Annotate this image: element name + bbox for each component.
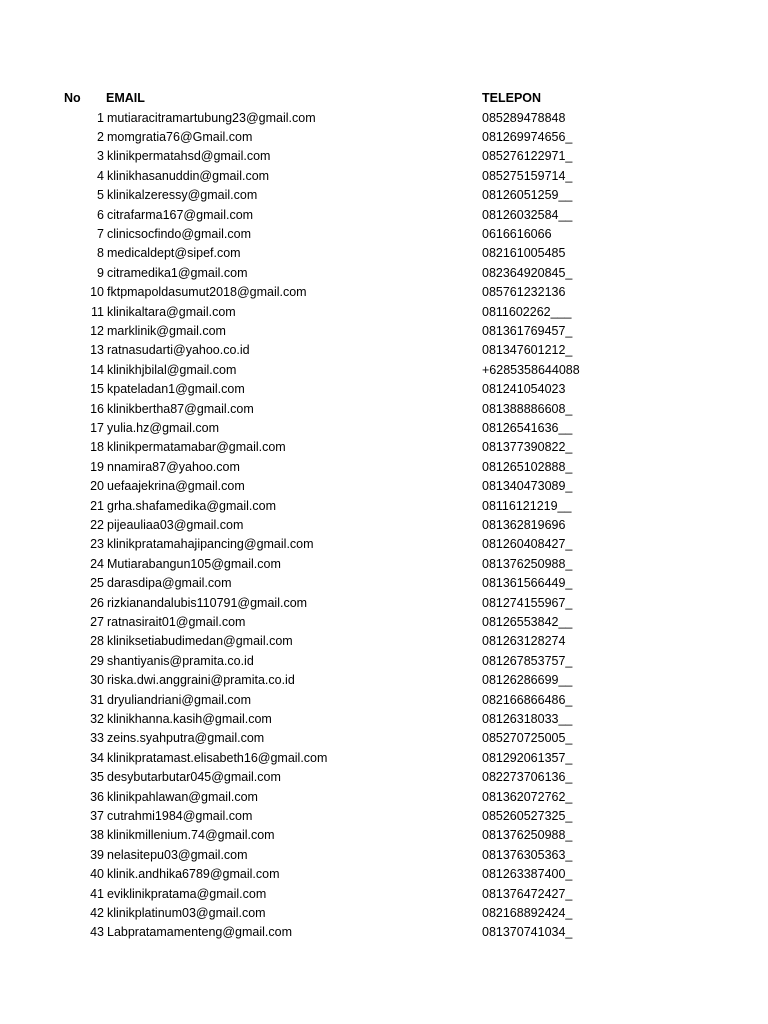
- email-cell: klinikmillenium.74@gmail.com: [107, 828, 275, 843]
- row-number: 8: [97, 246, 104, 261]
- email-cell: Mutiarabangun105@gmail.com: [107, 556, 281, 571]
- row-number: 16: [90, 401, 104, 416]
- table-row: [0, 361, 768, 380]
- telepon-cell: 081388886608_: [482, 401, 573, 416]
- row-number: 5: [97, 188, 104, 203]
- email-cell: riska.dwi.anggraini@pramita.co.id: [107, 673, 295, 688]
- email-cell: kliniksetiabudimedan@gmail.com: [107, 634, 293, 649]
- table-row: [0, 710, 768, 729]
- telepon-cell: 081260408427_: [482, 537, 573, 552]
- table-row: [0, 613, 768, 632]
- email-cell: klinikaltara@gmail.com: [107, 304, 236, 319]
- table-row: [0, 574, 768, 593]
- row-number: 10: [90, 285, 104, 300]
- row-number: 18: [90, 440, 104, 455]
- table-row: [0, 264, 768, 283]
- table-row: [0, 846, 768, 865]
- email-cell: yulia.hz@gmail.com: [107, 420, 220, 435]
- table-header-row: [0, 89, 768, 108]
- table-row: [0, 341, 768, 360]
- row-number: 41: [90, 886, 104, 901]
- telepon-cell: +6285358644088: [482, 362, 580, 377]
- table-row: [0, 147, 768, 166]
- telepon-cell: 081347601212_: [482, 343, 573, 358]
- row-number: 17: [90, 420, 104, 435]
- telepon-cell: 081241054023: [482, 382, 566, 397]
- telepon-cell: 085289478848: [482, 110, 566, 125]
- telepon-cell: 081340473089_: [482, 479, 573, 494]
- email-cell: klinik.andhika6789@gmail.com: [107, 867, 280, 882]
- table-row: [0, 768, 768, 787]
- table-row: [0, 594, 768, 613]
- telepon-cell: 081362819696: [482, 517, 566, 532]
- row-number: 12: [90, 323, 104, 338]
- email-cell: nnamira87@yahoo.com: [107, 459, 240, 474]
- email-cell: klinikpratamast.elisabeth16@gmail.com: [107, 750, 328, 765]
- row-number: 19: [90, 459, 104, 474]
- table-row: [0, 671, 768, 690]
- email-cell: cutrahmi1984@gmail.com: [107, 808, 253, 823]
- telepon-cell: 081376250988_: [482, 828, 573, 843]
- email-cell: klinikhasanuddin@gmail.com: [107, 168, 270, 183]
- telepon-cell: 081362072762_: [482, 789, 573, 804]
- row-number: 25: [90, 576, 104, 591]
- telepon-cell: 081376305363_: [482, 847, 573, 862]
- telepon-cell: 081263387400_: [482, 867, 573, 882]
- email-cell: klinikpratamahajipancing@gmail.com: [107, 537, 314, 552]
- email-cell: eviklinikpratama@gmail.com: [107, 886, 267, 901]
- telepon-cell: 08126541636__: [482, 420, 573, 435]
- table-row: [0, 923, 768, 942]
- table-row: [0, 167, 768, 186]
- table-row: [0, 458, 768, 477]
- telepon-cell: 081370741034_: [482, 925, 573, 940]
- table-row: [0, 303, 768, 322]
- row-number: 14: [90, 362, 104, 377]
- row-number: 3: [97, 149, 104, 164]
- table-row: [0, 283, 768, 302]
- row-number: 22: [90, 517, 104, 532]
- telepon-cell: 08126553842__: [482, 614, 573, 629]
- row-number: 37: [90, 808, 104, 823]
- telepon-cell: 082168892424_: [482, 905, 573, 920]
- email-cell: klinikpahlawan@gmail.com: [107, 789, 258, 804]
- header-telepon: TELEPON: [482, 91, 542, 105]
- table-row: [0, 109, 768, 128]
- email-cell: mutiaracitramartubung23@gmail.com: [107, 110, 316, 125]
- row-number: 34: [90, 750, 104, 765]
- row-number: 21: [90, 498, 104, 513]
- row-number: 23: [90, 537, 104, 552]
- email-cell: dryuliandriani@gmail.com: [107, 692, 251, 707]
- row-number: 20: [90, 479, 104, 494]
- email-cell: rizkianandalubis110791@gmail.com: [107, 595, 308, 610]
- row-number: 33: [90, 731, 104, 746]
- email-cell: medicaldept@sipef.com: [107, 246, 241, 261]
- telepon-cell: 081292061357_: [482, 750, 573, 765]
- table-row: [0, 477, 768, 496]
- telepon-cell: 085260527325_: [482, 808, 573, 823]
- telepon-cell: 081274155967_: [482, 595, 573, 610]
- email-cell: shantiyanis@pramita.co.id: [107, 653, 254, 668]
- telepon-cell: 085270725005_: [482, 731, 573, 746]
- table-row: [0, 691, 768, 710]
- row-number: 36: [90, 789, 104, 804]
- email-cell: Labpratamamenteng@gmail.com: [107, 925, 293, 940]
- table-row: [0, 497, 768, 516]
- email-cell: klinikalzeressy@gmail.com: [107, 188, 258, 203]
- email-cell: klinikpermatamabar@gmail.com: [107, 440, 286, 455]
- telepon-cell: 082364920845_: [482, 265, 573, 280]
- row-number: 31: [90, 692, 104, 707]
- telepon-cell: 081376250988_: [482, 556, 573, 571]
- telepon-cell: 08126051259__: [482, 188, 573, 203]
- email-cell: nelasitepu03@gmail.com: [107, 847, 248, 862]
- table-row: [0, 380, 768, 399]
- row-number: 24: [90, 556, 104, 571]
- row-number: 7: [97, 226, 104, 241]
- row-number: 2: [97, 129, 104, 144]
- table-row: [0, 826, 768, 845]
- telepon-cell: 08126032584__: [482, 207, 573, 222]
- email-cell: klinikhanna.kasih@gmail.com: [107, 711, 272, 726]
- telepon-cell: 082273706136_: [482, 770, 573, 785]
- email-cell: momgratia76@Gmail.com: [107, 129, 253, 144]
- telepon-cell: 082161005485: [482, 246, 566, 261]
- table-row: [0, 749, 768, 768]
- email-cell: pijeauliaa03@gmail.com: [107, 517, 244, 532]
- telepon-cell: 0616616066: [482, 226, 552, 241]
- telepon-cell: 08126318033__: [482, 711, 573, 726]
- table-row: [0, 788, 768, 807]
- table-row: [0, 128, 768, 147]
- row-number: 29: [90, 653, 104, 668]
- row-number: 40: [90, 867, 104, 882]
- table-row: [0, 244, 768, 263]
- email-cell: grha.shafamedika@gmail.com: [107, 498, 277, 513]
- row-number: 26: [90, 595, 104, 610]
- email-cell: klinikhjbilal@gmail.com: [107, 362, 237, 377]
- row-number: 42: [90, 905, 104, 920]
- table-row: [0, 206, 768, 225]
- table-row: [0, 885, 768, 904]
- table-row: [0, 419, 768, 438]
- telepon-cell: 085275159714_: [482, 168, 573, 183]
- table-row: [0, 632, 768, 651]
- telepon-cell: 081265102888_: [482, 459, 573, 474]
- row-number: 35: [90, 770, 104, 785]
- email-cell: darasdipa@gmail.com: [107, 576, 232, 591]
- email-cell: citrafarma167@gmail.com: [107, 207, 254, 222]
- table-row: [0, 807, 768, 826]
- table-row: [0, 652, 768, 671]
- telepon-cell: 08126286699__: [482, 673, 573, 688]
- telepon-cell: 081361566449_: [482, 576, 573, 591]
- row-number: 38: [90, 828, 104, 843]
- row-number: 28: [90, 634, 104, 649]
- telepon-cell: 081376472427_: [482, 886, 573, 901]
- row-number: 9: [97, 265, 104, 280]
- email-cell: clinicsocfindo@gmail.com: [107, 226, 251, 241]
- telepon-cell: 08116121219__: [482, 498, 572, 513]
- row-number: 15: [90, 382, 104, 397]
- row-number: 30: [90, 673, 104, 688]
- table-row: [0, 904, 768, 923]
- email-cell: zeins.syahputra@gmail.com: [107, 731, 265, 746]
- email-cell: ratnasudarti@yahoo.co.id: [107, 343, 250, 358]
- table-row: [0, 729, 768, 748]
- row-number: 6: [97, 207, 104, 222]
- email-cell: desybutarbutar045@gmail.com: [107, 770, 281, 785]
- table-row: [0, 322, 768, 341]
- table-row: [0, 400, 768, 419]
- email-cell: klinikpermatahsd@gmail.com: [107, 149, 271, 164]
- row-number: 4: [97, 168, 104, 183]
- telepon-cell: 081263128274: [482, 634, 566, 649]
- telepon-cell: 0811602262___: [482, 304, 572, 319]
- table-row: [0, 865, 768, 884]
- telepon-cell: 081269974656_: [482, 129, 573, 144]
- telepon-cell: 081377390822_: [482, 440, 573, 455]
- telepon-cell: 081267853757_: [482, 653, 573, 668]
- table-row: [0, 225, 768, 244]
- row-number: 27: [90, 614, 104, 629]
- table-row: [0, 186, 768, 205]
- table-row: [0, 555, 768, 574]
- header-no: No: [64, 91, 81, 105]
- telepon-cell: 085276122971_: [482, 149, 573, 164]
- email-cell: marklinik@gmail.com: [107, 323, 226, 338]
- email-cell: kpateladan1@gmail.com: [107, 382, 245, 397]
- email-cell: ratnasirait01@gmail.com: [107, 614, 246, 629]
- telepon-cell: 085761232136: [482, 285, 566, 300]
- row-number: 43: [90, 925, 104, 940]
- email-cell: citramedika1@gmail.com: [107, 265, 248, 280]
- telepon-cell: 081361769457_: [482, 323, 573, 338]
- table-row: [0, 535, 768, 554]
- row-number: 32: [90, 711, 104, 726]
- row-number: 1: [97, 110, 104, 125]
- row-number: 11: [91, 304, 104, 319]
- row-number: 39: [90, 847, 104, 862]
- telepon-cell: 082166866486_: [482, 692, 573, 707]
- table-row: [0, 438, 768, 457]
- email-cell: fktpmapoldasumut2018@gmail.com: [107, 285, 307, 300]
- header-email: EMAIL: [106, 91, 145, 105]
- email-cell: uefaajekrina@gmail.com: [107, 479, 245, 494]
- row-number: 13: [90, 343, 104, 358]
- email-cell: klinikbertha87@gmail.com: [107, 401, 254, 416]
- email-cell: klinikplatinum03@gmail.com: [107, 905, 266, 920]
- table-row: [0, 516, 768, 535]
